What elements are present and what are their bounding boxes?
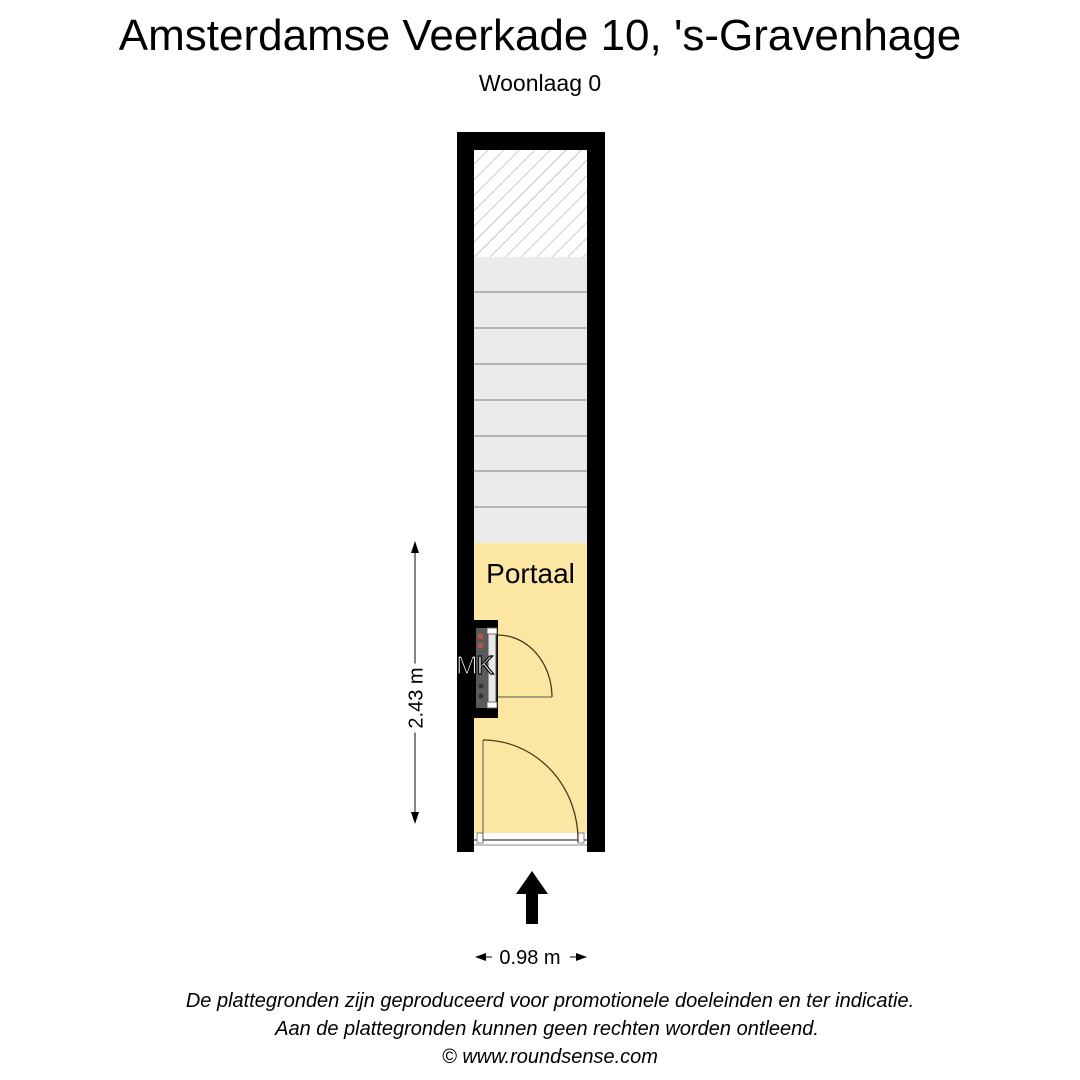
disclaimer-line-1: De plattegronden zijn geproduceerd voor promotionele doeleinden en ter indicatie. [185,990,915,1012]
arrow-up-icon [516,871,548,924]
staircase [474,257,587,543]
width-dimension-value: 0.98 m [499,947,561,969]
meter-cupboard-label: MK [456,650,493,680]
void-hatched-area [474,150,587,257]
copyright-link[interactable]: © www.roundsense.com [442,1046,658,1068]
height-dimension-value: 2.43 m [406,663,429,732]
room-label-portaal: Portaal [486,558,575,589]
disclaimer-line-2: Aan de plattegronden kunnen geen rechten worden ontleend. [275,1018,819,1040]
floor-level-label: Woonlaag 0 [478,70,602,96]
height-dimension [402,668,432,728]
page-title: Amsterdamse Veerkade 10, 's-Gravenhage [118,11,962,60]
